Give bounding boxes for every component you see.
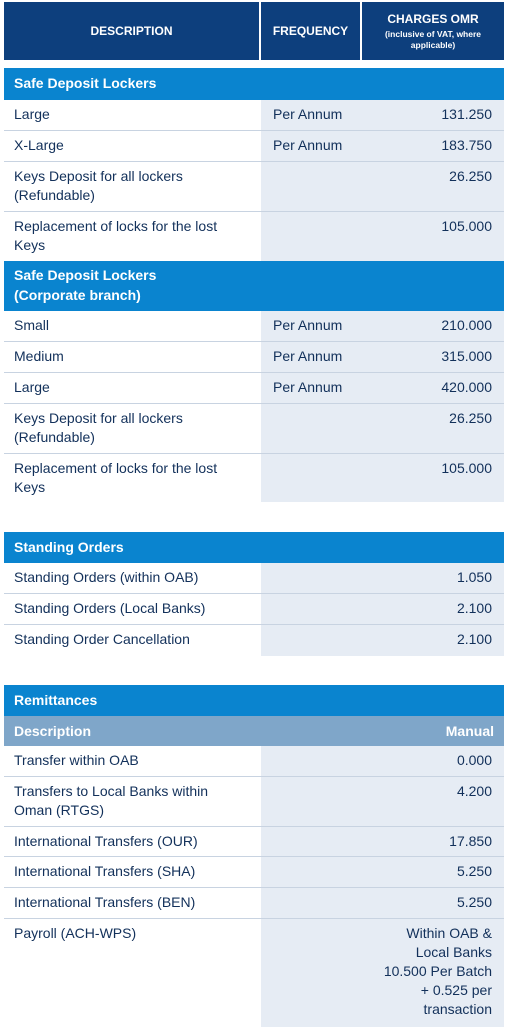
section-safe-deposit-lockers-corporate bbox=[4, 261, 504, 311]
row-charge: 0.000 bbox=[456, 752, 492, 768]
row-freq: Per Annum bbox=[273, 379, 343, 395]
header-charges-label: CHARGES OMR bbox=[387, 11, 479, 26]
row-desc: Standing Order Cancellation bbox=[14, 631, 190, 647]
row-charge: 420.000 bbox=[441, 379, 492, 395]
charge-line: + 0.525 per bbox=[420, 982, 492, 998]
table-row-frequency bbox=[261, 131, 362, 162]
subheader-description: Description bbox=[14, 723, 92, 739]
table-row-frequency bbox=[261, 777, 362, 827]
row-charge: 2.100 bbox=[456, 600, 492, 616]
table-row-charge bbox=[362, 857, 504, 888]
table-row-description bbox=[4, 625, 261, 656]
table-row-description bbox=[4, 827, 261, 857]
table-row-charge bbox=[362, 212, 504, 261]
header-frequency-label: FREQUENCY bbox=[272, 24, 349, 38]
table-row-frequency bbox=[261, 404, 362, 454]
row-desc: International Transfers (SHA) bbox=[14, 863, 196, 879]
table-row-frequency bbox=[261, 827, 362, 857]
charge-line: 10.500 Per Batch bbox=[383, 963, 492, 979]
table-row-description bbox=[4, 162, 261, 212]
row-desc-line: Keys bbox=[14, 479, 46, 495]
section-remittances bbox=[4, 685, 504, 716]
table-row-description bbox=[4, 594, 261, 625]
table-row-charge bbox=[362, 827, 504, 857]
row-charge: 5.250 bbox=[456, 894, 492, 910]
row-desc-line: Replacement of locks for the lost bbox=[14, 218, 218, 234]
table-row-charge bbox=[362, 746, 504, 777]
table-row-frequency bbox=[261, 888, 362, 919]
table-row-charge bbox=[362, 454, 504, 502]
table-row-frequency bbox=[261, 342, 362, 373]
table-row-charge bbox=[362, 404, 504, 454]
table-row-description bbox=[4, 342, 261, 373]
row-freq: Per Annum bbox=[273, 317, 343, 333]
table-row-charge bbox=[362, 373, 504, 404]
row-charge: 315.000 bbox=[441, 348, 492, 364]
row-charge: 4.200 bbox=[456, 783, 492, 799]
table-row-charge bbox=[362, 777, 504, 827]
row-charge: 5.250 bbox=[456, 863, 492, 879]
header-frequency bbox=[261, 2, 360, 60]
table-row-frequency bbox=[261, 746, 362, 777]
row-freq: Per Annum bbox=[273, 106, 343, 122]
table-row-frequency bbox=[261, 100, 362, 131]
table-row-charge bbox=[362, 342, 504, 373]
row-desc-line: Replacement of locks for the lost bbox=[14, 460, 218, 476]
section-title: Safe Deposit Lockers bbox=[14, 75, 157, 92]
row-desc-line: Keys Deposit for all lockers bbox=[14, 410, 183, 426]
header-charges bbox=[362, 2, 504, 60]
table-row-charge bbox=[362, 162, 504, 212]
table-row-description bbox=[4, 563, 261, 594]
header-charges-note-1: (inclusive of VAT, where bbox=[384, 28, 482, 39]
section-title: Standing Orders bbox=[14, 538, 124, 555]
charge-line: Local Banks bbox=[415, 944, 492, 960]
row-desc: X-Large bbox=[14, 137, 64, 153]
row-desc-line: (Refundable) bbox=[14, 429, 95, 445]
section-standing-orders bbox=[4, 532, 504, 563]
subheader-manual: Manual bbox=[445, 723, 494, 739]
table-row-description bbox=[4, 919, 261, 1027]
row-desc-line: Oman (RTGS) bbox=[14, 802, 104, 818]
table-row-frequency bbox=[261, 373, 362, 404]
table-row-charge bbox=[362, 131, 504, 162]
section-title: Remittances bbox=[14, 691, 98, 708]
row-charge: 105.000 bbox=[441, 460, 492, 476]
charge-line: Within OAB & bbox=[406, 925, 492, 941]
row-desc: International Transfers (BEN) bbox=[14, 894, 196, 910]
table-row-frequency bbox=[261, 162, 362, 212]
row-desc: Standing Orders (within OAB) bbox=[14, 569, 199, 585]
row-desc: Standing Orders (Local Banks) bbox=[14, 600, 206, 616]
row-desc: Transfer within OAB bbox=[14, 752, 139, 768]
table-row-frequency bbox=[261, 857, 362, 888]
row-desc-line: (Refundable) bbox=[14, 187, 95, 203]
row-charge: 26.250 bbox=[449, 410, 492, 426]
row-desc: Payroll (ACH-WPS) bbox=[14, 925, 137, 941]
table-row-charge bbox=[362, 100, 504, 131]
row-freq: Per Annum bbox=[273, 348, 343, 364]
section-safe-deposit-lockers bbox=[4, 68, 504, 100]
table-row-description bbox=[4, 777, 261, 827]
row-charge: 131.250 bbox=[441, 106, 492, 122]
table-row-frequency bbox=[261, 625, 362, 656]
table-row-charge bbox=[362, 563, 504, 594]
table-row-frequency bbox=[261, 919, 362, 1027]
table-row-frequency bbox=[261, 212, 362, 261]
row-charge: 17.850 bbox=[449, 833, 492, 849]
table-row-frequency bbox=[261, 454, 362, 502]
table-row-charge bbox=[362, 625, 504, 656]
section-title-line: Safe Deposit Lockers bbox=[14, 267, 157, 284]
charge-line: transaction bbox=[423, 1001, 492, 1017]
row-charge: 1.050 bbox=[456, 569, 492, 585]
row-desc-line: Keys bbox=[14, 237, 46, 253]
table-row-description bbox=[4, 373, 261, 404]
header-charges-note-2: applicable) bbox=[410, 39, 456, 50]
header-description-label: DESCRIPTION bbox=[90, 24, 173, 38]
table-row-description bbox=[4, 404, 261, 454]
row-desc: Large bbox=[14, 106, 50, 122]
table-row-frequency bbox=[261, 594, 362, 625]
row-desc: Small bbox=[14, 317, 50, 333]
table-row-description bbox=[4, 857, 261, 888]
table-row-description bbox=[4, 131, 261, 162]
row-charge: 210.000 bbox=[441, 317, 492, 333]
row-charge: 26.250 bbox=[449, 168, 492, 184]
table-row-description bbox=[4, 746, 261, 777]
row-desc-line: Keys Deposit for all lockers bbox=[14, 168, 183, 184]
row-desc-line: Transfers to Local Banks within bbox=[14, 783, 209, 799]
table-row-charge bbox=[362, 594, 504, 625]
section-title-line: (Corporate branch) bbox=[14, 287, 141, 303]
row-desc: Medium bbox=[14, 348, 64, 364]
table-row-frequency bbox=[261, 563, 362, 594]
row-charge: 105.000 bbox=[441, 218, 492, 234]
row-desc: International Transfers (OUR) bbox=[14, 833, 198, 849]
table-row-charge bbox=[362, 919, 504, 1027]
table-row-description bbox=[4, 100, 261, 131]
row-desc: Large bbox=[14, 379, 50, 395]
table-row-charge bbox=[362, 888, 504, 919]
row-freq: Per Annum bbox=[273, 137, 343, 153]
remittances-subheader bbox=[4, 716, 504, 746]
row-charge: 2.100 bbox=[456, 631, 492, 647]
header-description bbox=[4, 2, 259, 60]
table-row-description bbox=[4, 454, 261, 502]
table-row-frequency bbox=[261, 311, 362, 342]
table-row-description bbox=[4, 212, 261, 261]
row-charge: 183.750 bbox=[441, 137, 492, 153]
table-row-charge bbox=[362, 311, 504, 342]
table-row-description bbox=[4, 888, 261, 919]
table-row-description bbox=[4, 311, 261, 342]
